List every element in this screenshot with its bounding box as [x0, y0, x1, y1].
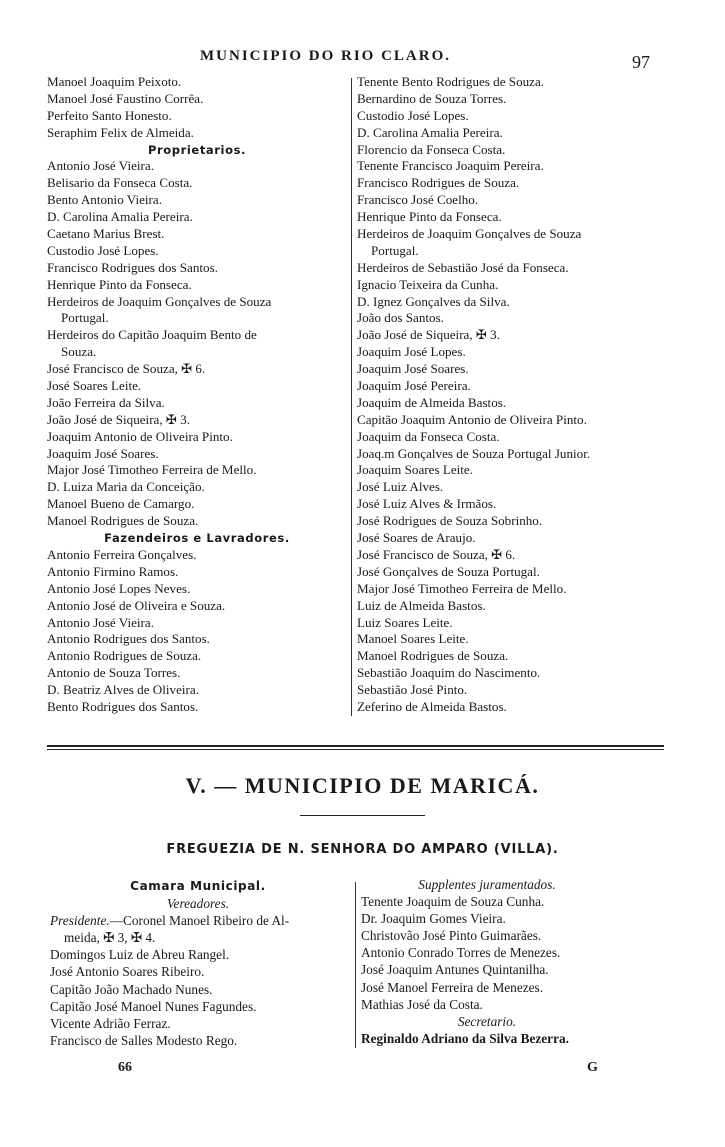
list-item: João dos Santos.: [357, 310, 444, 326]
list-item: José Francisco de Souza, ✠ 6.: [47, 361, 206, 377]
list-item: José Gonçalves de Souza Portugal.: [357, 563, 540, 579]
list-item: Major José Timotheo Ferreira de Mello.: [47, 462, 257, 478]
list-item: Bento Rodrigues dos Santos.: [47, 698, 199, 714]
list-item: Antonio Ferreira Gonçalves.: [47, 546, 197, 562]
list-item: Seraphim Felix de Almeida.: [47, 124, 194, 140]
list-item: Bento Antonio Vieira.: [47, 192, 162, 208]
list-item: Bernardino de Souza Torres.: [357, 90, 507, 106]
list-item: Joaquim de Almeida Bastos.: [357, 394, 507, 410]
list-item: Herdeiros de Sebastião José da Fonseca.: [357, 259, 569, 275]
list-item: Manoel Rodrigues de Souza.: [357, 648, 509, 664]
list-item: Herdeiros de Joaquim Gonçalves de Souza: [357, 226, 582, 242]
list-item: D. Carolina Amalia Pereira.: [357, 124, 503, 140]
list-heading: Proprietarios.: [147, 142, 247, 157]
list-item: Herdeiros de Joaquim Gonçalves de Souza: [47, 293, 272, 309]
camara-column: [50, 878, 346, 1049]
list-item: Custodio José Lopes.: [357, 107, 469, 123]
list-item: José Manoel Ferreira de Menezes.: [361, 979, 544, 995]
camara-heading: Camara Municipal.: [130, 879, 266, 893]
list-item: Florencio da Fonseca Costa.: [357, 141, 506, 157]
list-item: Henrique Pinto da Fonseca.: [357, 209, 502, 225]
list-item: Capitão Joaquim Antonio de Oliveira Pinto.: [357, 411, 587, 427]
vereadores-heading: Vereadores.: [166, 896, 230, 912]
list-item: Joaq.m Gonçalves de Souza Portugal Junior.: [357, 445, 591, 461]
list-item: Tenente Joaquim de Souza Cunha.: [361, 894, 545, 910]
section-rule-top: [47, 745, 664, 747]
list-item: Portugal.: [61, 310, 109, 326]
list-item: Antonio Firmino Ramos.: [47, 563, 179, 579]
list-item: José Antonio Soares Ribeiro.: [50, 964, 205, 980]
list-item: Manoel Joaquim Peixoto.: [47, 74, 182, 89]
list-item: Portugal.: [371, 242, 419, 258]
list-item: Christovão José Pinto Guimarães.: [361, 928, 542, 944]
column-divider: [351, 78, 352, 716]
list-item: Joaquim José Soares.: [357, 361, 469, 377]
list-item: José Soares Leite.: [47, 378, 142, 394]
list-item: D. Luiza Maria da Conceição.: [47, 479, 205, 495]
list-item: Luiz Soares Leite.: [357, 614, 453, 630]
list-item: Perfeito Santo Honesto.: [47, 107, 172, 123]
list-item: Major José Timotheo Ferreira de Mello.: [357, 580, 567, 596]
list-item: José Francisco de Souza, ✠ 6.: [357, 546, 516, 562]
section-title: V. — MUNICIPIO DE MARICÁ.: [185, 773, 540, 798]
parish-title: FREGUEZIA DE N. SENHORA DO AMPARO (VILLA).: [166, 842, 559, 857]
list-item: Caetano Marius Brest.: [47, 226, 165, 242]
list-item: Francisco José Coelho.: [357, 192, 479, 208]
list-item: Joaquim Soares Leite.: [357, 462, 473, 478]
list-item: Sebastião Joaquim do Nascimento.: [357, 665, 541, 681]
list-item: D. Ignez Gonçalves da Silva.: [357, 293, 510, 309]
running-title: MUNICIPIO DO RIO CLARO.: [200, 48, 452, 64]
right-column-list: [357, 74, 677, 716]
list-item: Domingos Luiz de Abreu Rangel.: [50, 947, 230, 963]
list-item: Francisco Rodrigues dos Santos.: [47, 259, 218, 275]
president-line: [50, 912, 346, 929]
list-item: Ignacio Teixeira da Cunha.: [357, 276, 499, 292]
list-item: Joaquim José Pereira.: [357, 378, 471, 394]
title-underline: [300, 815, 425, 816]
list-item: José Luiz Alves.: [357, 479, 444, 495]
list-item: João José de Siqueira, ✠ 3.: [357, 327, 500, 343]
president-label: Presidente.: [50, 913, 110, 929]
list-item: Capitão José Manoel Nunes Fagundes.: [50, 998, 257, 1014]
list-item: Dr. Joaquim Gomes Vieira.: [361, 911, 506, 927]
list-item: Vicente Adrião Ferraz.: [50, 1015, 171, 1031]
secretary-name: Reginaldo Adriano da Silva Bezerra.: [361, 1030, 569, 1046]
left-column-list: [47, 74, 347, 716]
list-item: Capitão João Machado Nunes.: [50, 981, 213, 997]
list-item: Belisario da Fonseca Costa.: [47, 175, 193, 191]
supplentes-column: [361, 876, 613, 1047]
list-item: Antonio José Lopes Neves.: [47, 580, 191, 596]
list-item: D. Carolina Amalia Pereira.: [47, 209, 193, 225]
list-heading: Fazendeiros e Lavradores.: [104, 531, 290, 546]
list-item: Joaquim José Soares.: [47, 445, 159, 461]
list-item: Tenente Francisco Joaquim Pereira.: [357, 158, 544, 174]
list-item: Francisco de Salles Modesto Rego.: [50, 1032, 238, 1048]
vereadores-list: [50, 946, 346, 1049]
list-item: José Soares de Araujo.: [357, 530, 476, 546]
list-item: Souza.: [61, 344, 97, 360]
supplentes-heading: Supplentes juramentados.: [418, 877, 556, 892]
list-item: João José de Siqueira, ✠ 3.: [47, 411, 190, 427]
secretary-heading: Secretario.: [457, 1013, 517, 1029]
page-number: 97: [632, 52, 650, 72]
list-item: Joaquim da Fonseca Costa.: [357, 428, 500, 444]
signature-mark-right: G: [587, 1060, 598, 1075]
list-item: Antonio Rodrigues de Souza.: [47, 648, 202, 664]
list-item: Antonio José Vieira.: [47, 158, 154, 174]
list-item: Tenente Bento Rodrigues de Souza.: [357, 74, 545, 89]
column-divider-lower: [355, 882, 356, 1048]
list-item: Luiz de Almeida Bastos.: [357, 597, 486, 613]
page-header: [0, 46, 725, 70]
list-item: Antonio José de Oliveira e Souza.: [47, 597, 226, 613]
list-item: Joaquim José Lopes.: [357, 344, 466, 360]
list-item: Antonio Conrado Torres de Menezes.: [361, 945, 561, 961]
list-item: Antonio de Souza Torres.: [47, 665, 181, 681]
list-item: Antonio José Vieira.: [47, 614, 154, 630]
list-item: D. Beatriz Alves de Oliveira.: [47, 682, 199, 698]
list-item: Antonio Rodrigues dos Santos.: [47, 631, 210, 647]
list-item: José Luiz Alves & Irmãos.: [357, 496, 497, 512]
list-item: João Ferreira da Silva.: [47, 394, 165, 410]
list-item: José Rodrigues de Souza Sobrinho.: [357, 513, 543, 529]
president-name: —Coronel Manoel Ribeiro de Al-: [109, 913, 290, 929]
list-item: Mathias José da Costa.: [361, 996, 483, 1012]
section-rule-bottom: [47, 749, 664, 750]
list-item: Manoel Soares Leite.: [357, 631, 469, 647]
list-item: Henrique Pinto da Fonseca.: [47, 276, 192, 292]
supplentes-list: [361, 893, 613, 1013]
president-continuation: meida, ✠ 3, ✠ 4.: [64, 930, 156, 946]
list-item: Zeferino de Almeida Bastos.: [357, 698, 507, 714]
list-item: Manoel Bueno de Camargo.: [47, 496, 195, 512]
list-item: Sebastião José Pinto.: [357, 682, 468, 698]
list-item: José Joaquim Antunes Quintanilha.: [361, 962, 549, 978]
list-item: Custodio José Lopes.: [47, 242, 159, 258]
signature-mark-left: 66: [118, 1060, 132, 1075]
list-item: Francisco Rodrigues de Souza.: [357, 175, 520, 191]
list-item: Manoel Rodrigues de Souza.: [47, 513, 199, 529]
list-item: Herdeiros do Capitão Joaquim Bento de: [47, 327, 257, 343]
list-item: Manoel José Faustino Corrêa.: [47, 90, 204, 106]
list-item: Joaquim Antonio de Oliveira Pinto.: [47, 428, 233, 444]
